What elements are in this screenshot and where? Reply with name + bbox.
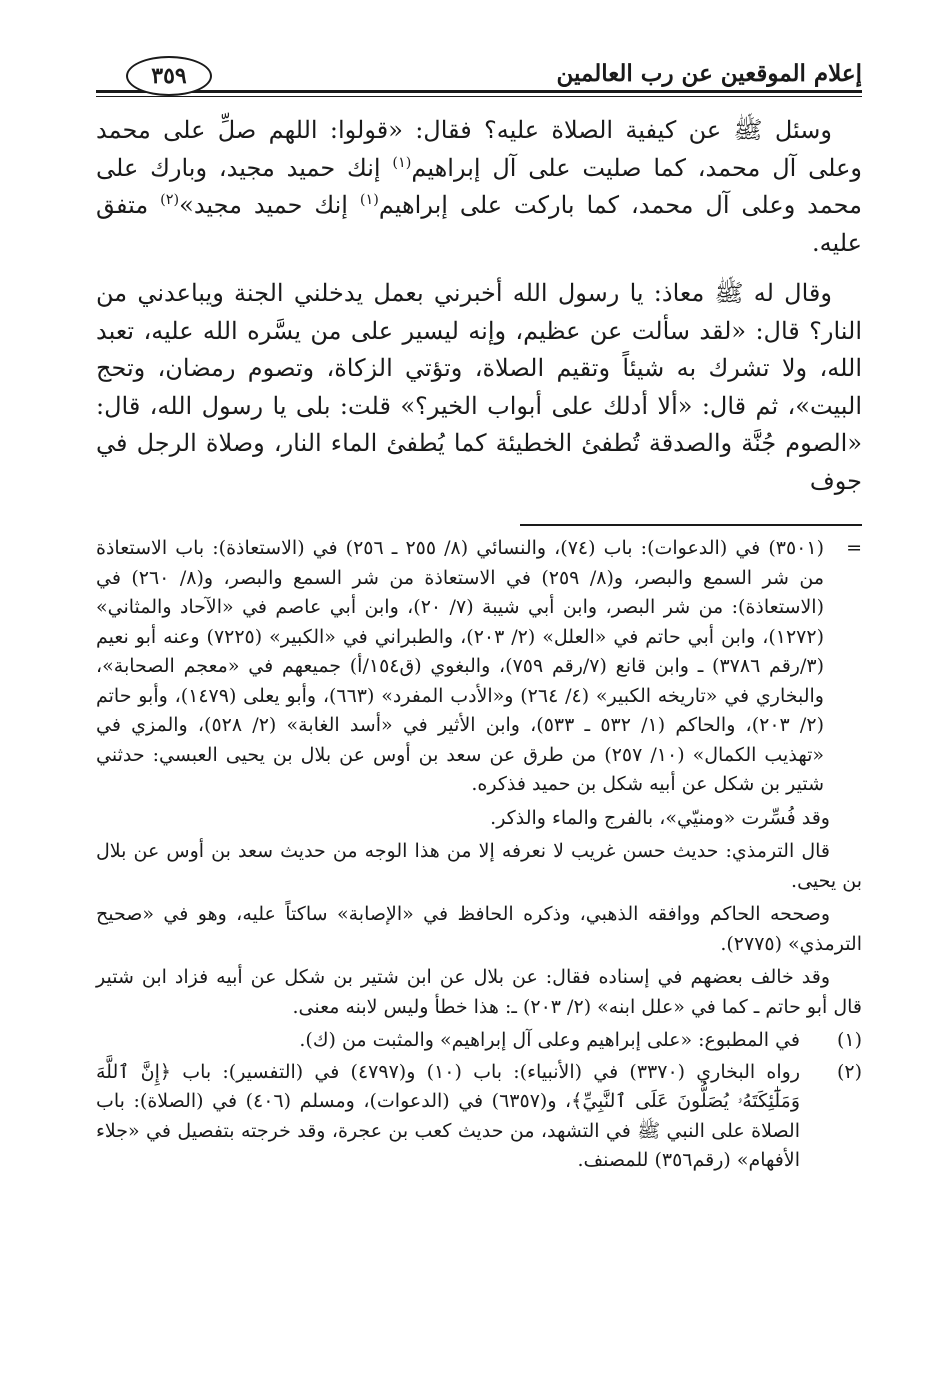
header-rule-thick bbox=[96, 90, 862, 93]
paragraph-muadh: وقال له ﷺ معاذ: يا رسول الله أخبرني بعمل يدخلني الجنة ويباعدني من النار؟ قال: «لقد سألت عن عظيم، وإنه ليسير على من يسَّره الله عليه، تعبد الله، ولا تشرك به شيئاً وتقيم الصلاة، وتؤتي الزكاة، وتصوم رمضان، وتحج البيت»، ثم قال: «ألا أدلك على أبواب الخير؟» قلت: بلى يا رسول الله، قال: «الصوم جُنَّة والصدقة تُطفئ الخطيئة كما يُطفئ الماء النار، وصلاة الرجل في جوف bbox=[96, 279, 862, 495]
footnote-paragraph: وقد خالف بعضهم في إسناده فقال: عن بلال عن ابن شتير بن شكل عن أبيه فزاد ابن شتير قال أبو حاتم ـ كما في «علل ابنه» (٢/ ٢٠٣) ـ: هذا خطأ وليس لابنه معنى. bbox=[96, 966, 862, 1018]
page-number-badge: ٣٥٩ bbox=[126, 56, 212, 96]
text-run: وسئل ﷺ عن كيفية الصلاة عليه؟ فقال: «قولوا: اللهم صلِّ على محمد وعلى آل محمد، كما صليت على آل إبراهيم bbox=[96, 116, 862, 182]
running-header bbox=[96, 56, 862, 106]
text-run: إنك حميد مجيد، وبارك على محمد وعلى آل محمد، كما باركت على إبراهيم bbox=[96, 153, 863, 219]
footnote-separator bbox=[520, 524, 862, 526]
book-title: إعلام الموقعين عن رب العالمين bbox=[556, 60, 862, 87]
footnotes bbox=[96, 534, 862, 1178]
paragraph-salat bbox=[96, 112, 862, 262]
footnote-marker: (٢) bbox=[836, 1060, 862, 1083]
header-rule-thin bbox=[96, 96, 862, 97]
footnote-marker: (١) bbox=[836, 1029, 862, 1051]
text-run: متفق عليه. bbox=[96, 191, 862, 257]
footnote-ref: (١) bbox=[392, 154, 412, 171]
footnote-ref: (١) bbox=[359, 192, 379, 208]
text-run: إنك حميد مجيد» bbox=[179, 191, 360, 219]
main-text bbox=[96, 112, 862, 500]
footnote-text: رواه البخاري (٣٣٧٠) في (الأنبياء): باب (١٠) و(٤٧٩٧) في (التفسير): باب ﴿إِنَّ ٱللَّهَ وَمَلَٰٓئِكَتَهُۥ يُصَلُّونَ عَلَى ٱلنَّبِيِّ﴾، و(٦٣٥٧) في (الدعوات)، ومسلم (٤٠٦) في (الصلاة): باب الصلاة على النبي ﷺ في التشهد، من حديث كعب بن عجرة، وقد خرجته بتفصيل في «جلاء الأفهام» (رقم٣٥٦) للمصنف. bbox=[96, 1060, 801, 1171]
footnote-continuation bbox=[96, 534, 862, 800]
footnote-ref: (٢) bbox=[160, 192, 180, 208]
footnote-item bbox=[96, 1058, 862, 1176]
footnote-item bbox=[96, 1026, 862, 1056]
footnote-text: في المطبوع: «على إبراهيم وعلى آل إبراهيم» والمثبت من (ك). bbox=[299, 1029, 800, 1051]
continuation-text: (٣٥٠١) في (الدعوات): باب (٧٤)، والنسائي (٨/ ٢٥٥ ـ ٢٥٦) في (الاستعاذة): باب الاستعاذة من شر السمع والبصر، و(٨/ ٢٥٩) في الاستعاذة من شر السمع والبصر، و(٨/ ٢٦٠) في (الاستعاذة): من شر البصر، وابن أبي شيبة (٧/ ٢٠)، وابن أبي عاصم في «الآحاد والمثاني» (١٢٧٢)، وابن أبي حاتم في «العلل» (٢/ ٢٠٣)، والطبراني في «الكبير» (٧٢٢٥) وعنه أبو نعيم (٣/رقم ٣٧٨٦) ـ وابن قانع (٧/رقم ٧٥٩)، والبغوي (ق١٥٤/أ) جميعهم في «معجم الصحابة»، والبخاري في «تاريخه الكبير» (٤/ ٢٦٤) و«الأدب المفرد» (٦٦٣)، وأبو يعلى (١٤٧٩)، وأبو حاتم (٢/ ٢٠٣)، والحاكم (١/ ٥٣٢ ـ ٥٣٣)، وابن الأثير في «أسد الغابة» (٢/ ٥٢٨)، والمزي في «تهذيب الكمال» (١٠/ ٢٥٧) من طرق عن سعد بن أوس عن بلال بن يحيى العبسي: حدثني شتير بن شكل عن أبيه شكل بن حميد فذكره. bbox=[96, 537, 824, 795]
footnote-paragraph: قال الترمذي: حديث حسن غريب لا نعرفه إلا من هذا الوجه من حديث سعد بن أوس عن بلال بن يحيى. bbox=[96, 840, 862, 892]
footnote-paragraph: وصححه الحاكم ووافقه الذهبي، وذكره الحافظ في «الإصابة» ساكتاً عليه، وهو في «صحيح الترمذي» (٢٧٧٥). bbox=[96, 903, 862, 955]
footnote-paragraph: وقد فُسِّرت «ومنيّي»، بالفرج والماء والذكر. bbox=[490, 806, 830, 829]
continuation-marker: = bbox=[846, 537, 862, 559]
